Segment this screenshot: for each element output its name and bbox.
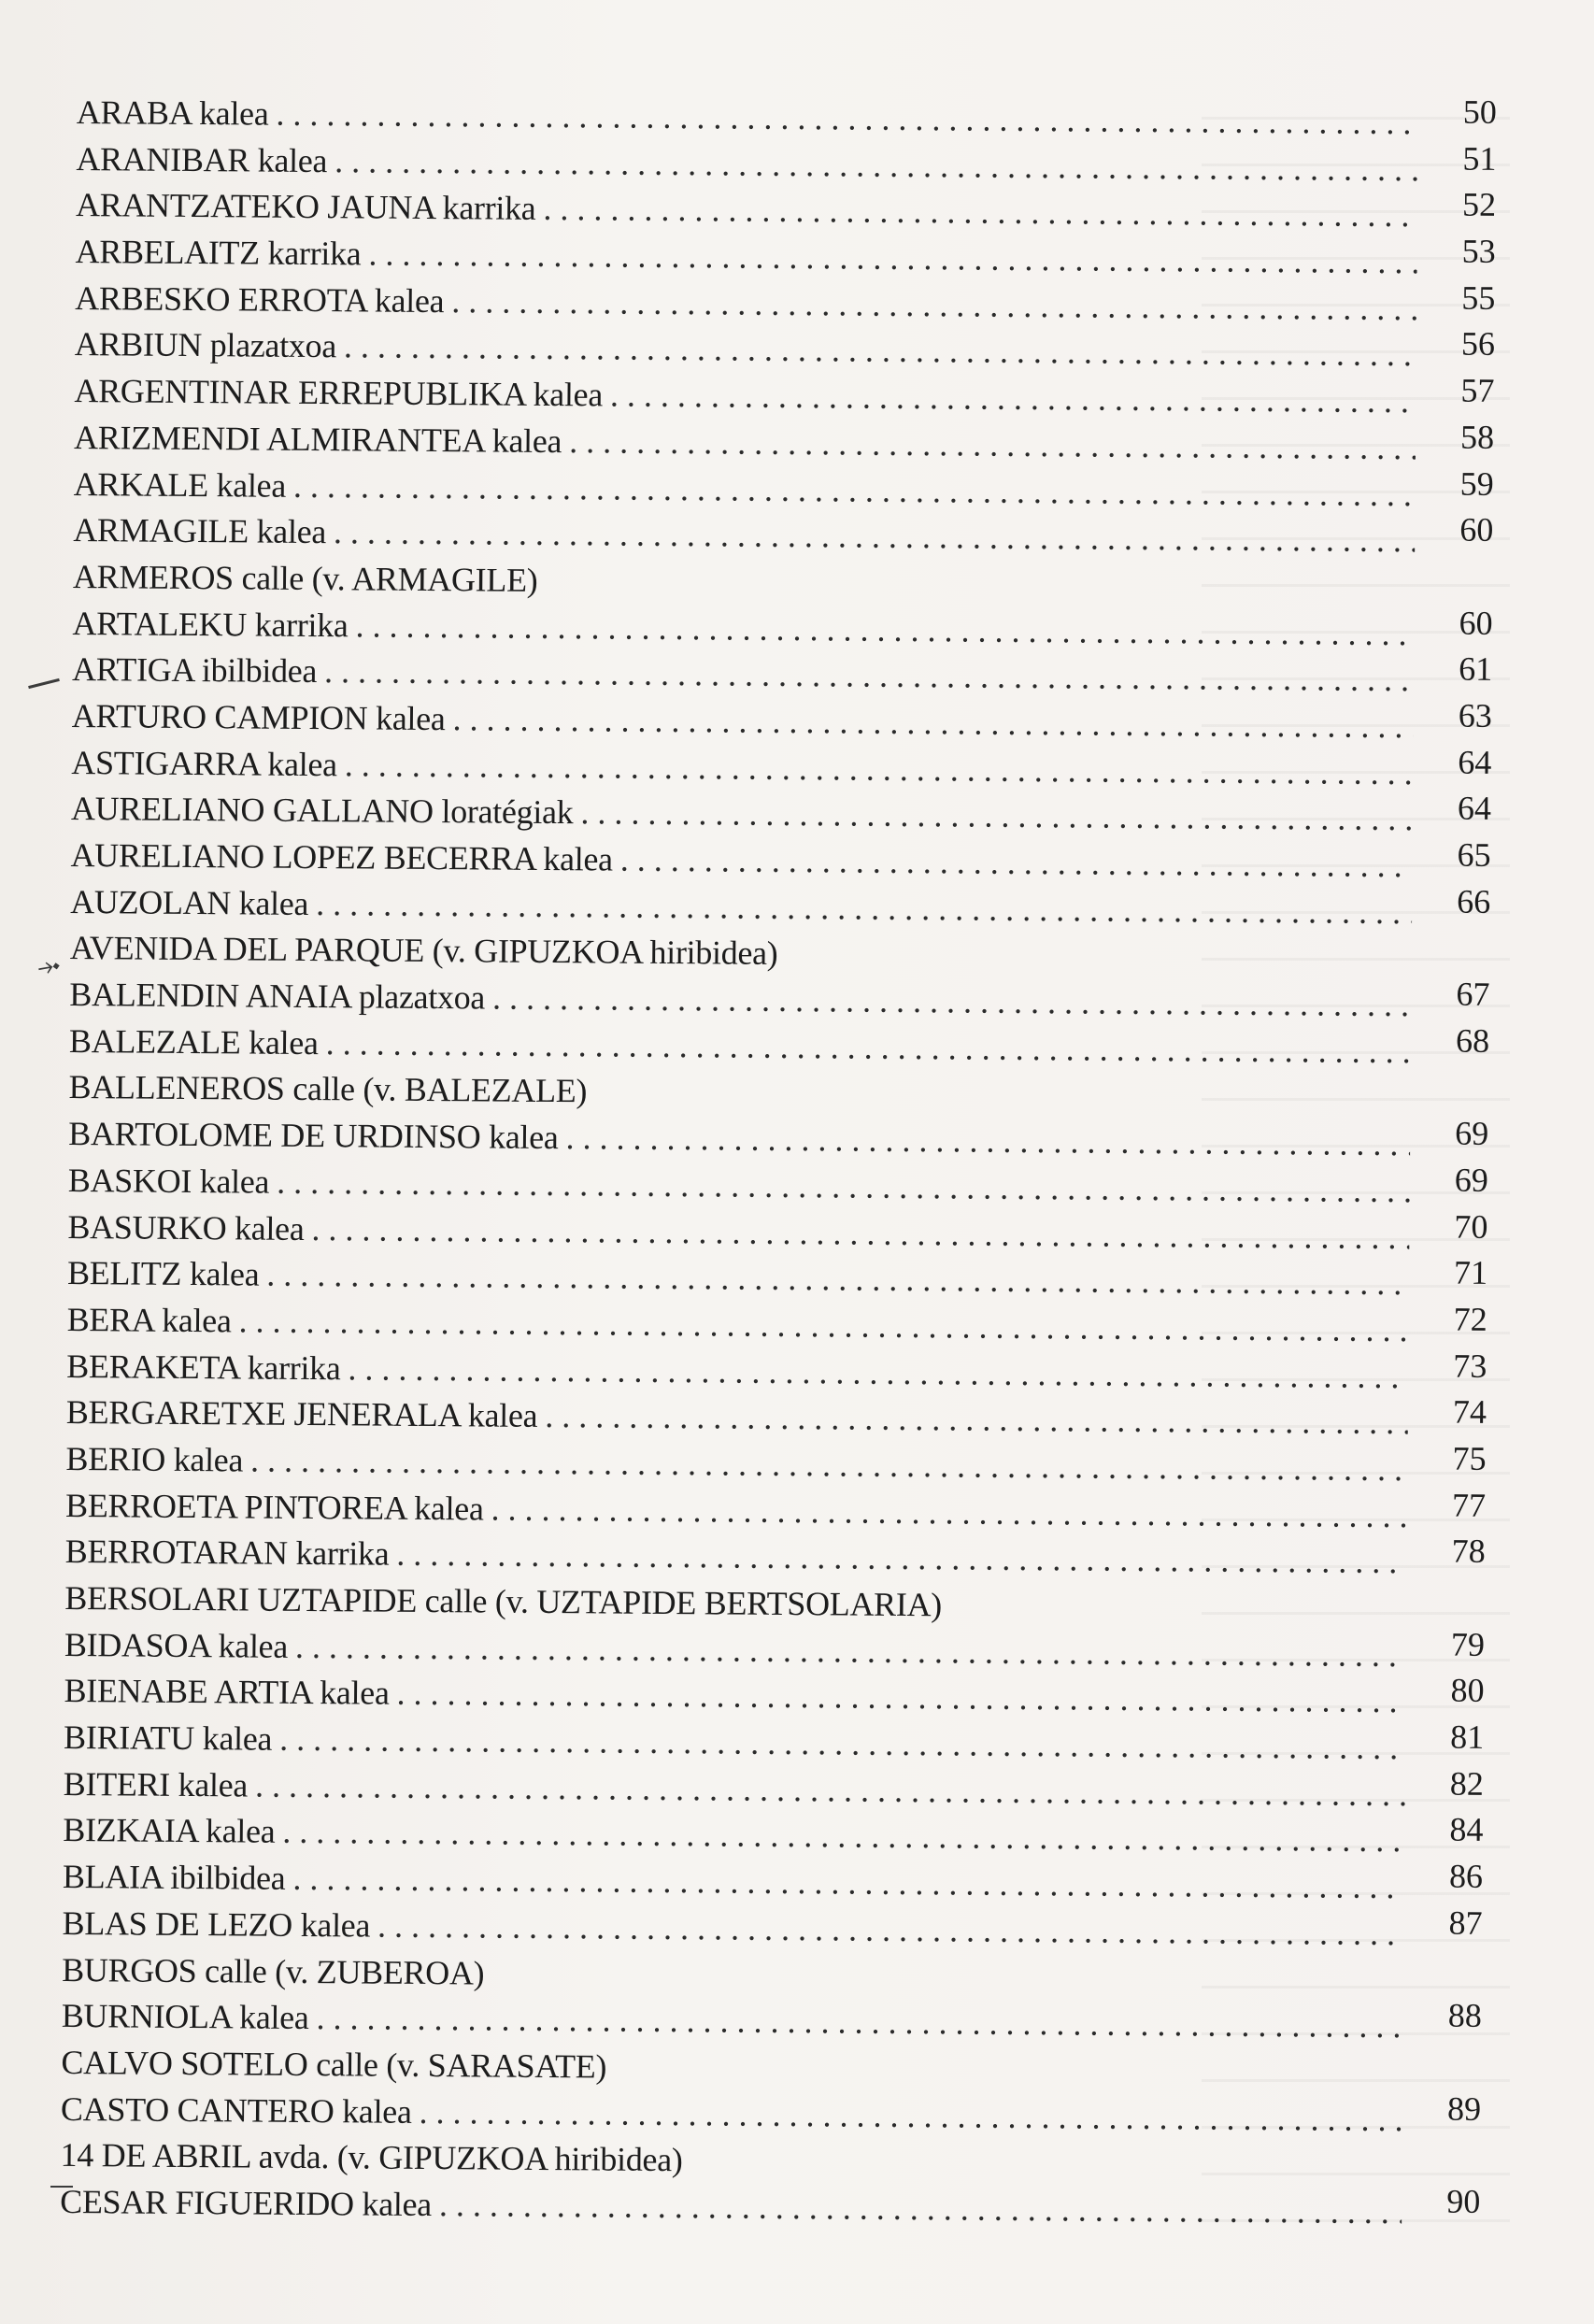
dot-leader bbox=[565, 1115, 1410, 1168]
entry-page-number: 64 bbox=[1457, 789, 1492, 828]
entry-label: BLAS DE LEZO kalea bbox=[62, 1903, 371, 1945]
entry-page-number: 51 bbox=[1462, 139, 1497, 178]
entry-page-number: 72 bbox=[1453, 1300, 1487, 1338]
entry-page-number: 58 bbox=[1459, 418, 1495, 456]
entry-label: BERA kalea bbox=[66, 1300, 232, 1340]
entry-page-number: 74 bbox=[1452, 1392, 1487, 1432]
entry-label: ARMAGILE kalea bbox=[73, 511, 327, 551]
entry-label: BERSOLARI UZTAPIDE calle (v. UZTAPIDE BERTSOLARIA) bbox=[64, 1578, 943, 1624]
dot-leader bbox=[334, 138, 1418, 193]
entry-label: BALLENEROS calle (v. BALEZALE) bbox=[68, 1068, 588, 1110]
entry-page-number: 81 bbox=[1450, 1718, 1485, 1756]
entry-label: BIRIATU kalea bbox=[63, 1718, 273, 1758]
entry-label: BERROETA PINTOREA kalea bbox=[64, 1486, 484, 1528]
dot-leader bbox=[377, 1903, 1404, 1957]
entry-page-number: 59 bbox=[1459, 464, 1494, 503]
entry-page-number: 86 bbox=[1448, 1857, 1484, 1896]
dot-leader bbox=[610, 373, 1416, 425]
index-entry bbox=[60, 2179, 1480, 2237]
entry-label: BASKOI kalea bbox=[67, 1161, 270, 1201]
entry-page-number: 80 bbox=[1450, 1671, 1485, 1710]
dot-leader bbox=[345, 742, 1414, 797]
entry-label: BARTOLOME DE URDINSO kalea bbox=[68, 1115, 559, 1157]
entry-label: BIZKAIA kalea bbox=[63, 1811, 276, 1851]
entry-label: BERROTARAN karrika bbox=[64, 1533, 390, 1573]
dot-leader bbox=[492, 976, 1412, 1029]
entry-label: CALVO SOTELO calle (v. SARASATE) bbox=[61, 2043, 607, 2086]
dot-leader bbox=[620, 837, 1413, 890]
entry-label: ARANTZATEKO JAUNA karrika bbox=[75, 186, 536, 228]
entry-label: CESAR FIGUERIDO kalea bbox=[60, 2182, 433, 2223]
entry-page-number: 68 bbox=[1455, 1021, 1490, 1060]
entry-page-number: 64 bbox=[1458, 743, 1492, 781]
dot-leader bbox=[569, 419, 1416, 472]
entry-page-number: 88 bbox=[1447, 1996, 1483, 2035]
dot-leader bbox=[334, 509, 1416, 564]
dot-leader bbox=[419, 2089, 1402, 2144]
dot-leader bbox=[439, 2182, 1402, 2236]
entry-label: BIENABE ARTIA kalea bbox=[64, 1672, 390, 1713]
entry-label: BERAKETA karrika bbox=[66, 1347, 341, 1387]
entry-page-number: 73 bbox=[1453, 1347, 1487, 1385]
entry-page-number: 78 bbox=[1451, 1532, 1486, 1571]
entry-page-number: 65 bbox=[1457, 835, 1491, 874]
street-index-list bbox=[60, 90, 1497, 2236]
entry-label: BITERI kalea bbox=[63, 1764, 249, 1804]
dot-leader bbox=[316, 1995, 1403, 2050]
dot-leader bbox=[543, 186, 1417, 239]
entry-label: BELITZ kalea bbox=[66, 1254, 260, 1293]
entry-page-number: 70 bbox=[1454, 1207, 1488, 1246]
entry-label: BURNIOLA kalea bbox=[61, 1997, 309, 2037]
entry-page-number: 82 bbox=[1449, 1764, 1484, 1803]
pencil-dash-mark bbox=[28, 678, 60, 689]
entry-label: 14 DE ABRIL avda. (v. GIPUZKOA hiribidea) bbox=[60, 2136, 683, 2179]
entry-page-number: 66 bbox=[1457, 882, 1491, 920]
entry-label: BALEZALE kalea bbox=[68, 1021, 319, 1062]
entry-label: ARBESKO ERROTA kalea bbox=[75, 278, 445, 320]
entry-label: ARTALEKU karrika bbox=[72, 604, 349, 644]
entry-label: ARGENTINAR ERREPUBLIKA kalea bbox=[74, 372, 604, 414]
dot-leader bbox=[324, 649, 1414, 704]
entry-page-number: 67 bbox=[1456, 975, 1490, 1013]
entry-label: AVENIDA DEL PARQUE (v. GIPUZKOA hiribidea) bbox=[69, 929, 778, 973]
entry-label: ARBIUN plazatxoa bbox=[74, 325, 337, 365]
entry-label: ARTURO CAMPION kalea bbox=[71, 696, 446, 738]
entry-page-number: 77 bbox=[1451, 1486, 1487, 1524]
entry-label: AUZOLAN kalea bbox=[70, 882, 309, 922]
entry-label: BIDASOA kalea bbox=[64, 1625, 289, 1665]
entry-label: BLAIA ibilbidea bbox=[62, 1858, 286, 1897]
dot-leader bbox=[368, 232, 1417, 287]
pencil-arrow-mark: ⤞ bbox=[35, 948, 63, 984]
entry-page-number: 61 bbox=[1459, 649, 1493, 689]
entry-label: ARMEROS calle (v. ARMAGILE) bbox=[72, 557, 538, 599]
entry-label: ARIZMENDI ALMIRANTEA kalea bbox=[73, 418, 562, 460]
dot-leader bbox=[396, 1532, 1407, 1586]
dot-leader bbox=[491, 1486, 1407, 1539]
entry-label: ASTIGARRA kalea bbox=[71, 743, 337, 783]
dot-leader bbox=[396, 1671, 1405, 1725]
entry-page-number: 90 bbox=[1446, 2182, 1481, 2220]
dot-leader bbox=[344, 324, 1416, 379]
entry-label: AURELIANO LOPEZ BECERRA kalea bbox=[70, 835, 613, 878]
entry-page-number: 60 bbox=[1459, 604, 1493, 642]
entry-page-number: 57 bbox=[1460, 371, 1495, 410]
entry-label: BERGARETXE JENERALA kalea bbox=[65, 1393, 538, 1435]
entry-page-number: 69 bbox=[1455, 1114, 1489, 1153]
entry-page-number: 55 bbox=[1461, 278, 1496, 317]
entry-page-number: 69 bbox=[1454, 1161, 1489, 1199]
dot-leader bbox=[452, 696, 1414, 750]
entry-page-number: 89 bbox=[1446, 2089, 1482, 2128]
entry-page-number: 60 bbox=[1459, 510, 1494, 549]
entry-label: BASURKO kalea bbox=[67, 1207, 305, 1248]
entry-page-number: 52 bbox=[1461, 186, 1497, 224]
entry-label: ARANIBAR kalea bbox=[76, 139, 328, 179]
entry-label: BURGOS calle (v. ZUBEROA) bbox=[62, 1950, 485, 1991]
entry-page-number: 79 bbox=[1450, 1625, 1486, 1663]
entry-page-number: 75 bbox=[1452, 1439, 1487, 1477]
entry-page-number: 53 bbox=[1461, 232, 1496, 270]
entry-page-number: 50 bbox=[1462, 93, 1498, 131]
entry-label: BALENDIN ANAIA plazatxoa bbox=[69, 976, 486, 1017]
entry-label: ARABA kalea bbox=[76, 93, 269, 133]
entry-page-number: 63 bbox=[1458, 696, 1492, 734]
entry-page-number: 84 bbox=[1449, 1811, 1484, 1849]
dot-leader bbox=[325, 1020, 1411, 1076]
entry-label: ARKALE kalea bbox=[73, 464, 287, 505]
dot-leader bbox=[348, 1346, 1408, 1401]
entry-label: AURELIANO GALLANO loratégiak bbox=[70, 790, 574, 832]
entry-label: ARTIGA ibilbidea bbox=[71, 650, 318, 691]
entry-label: BERIO kalea bbox=[65, 1439, 244, 1479]
dot-leader bbox=[545, 1393, 1408, 1447]
entry-label: CASTO CANTERO kalea bbox=[60, 2089, 412, 2131]
dot-leader bbox=[451, 278, 1416, 333]
dot-leader bbox=[355, 603, 1414, 658]
entry-page-number: 56 bbox=[1460, 325, 1496, 364]
dot-leader bbox=[580, 791, 1413, 844]
entry-page-number: 71 bbox=[1453, 1253, 1488, 1292]
entry-label: ARBELAITZ karrika bbox=[75, 233, 362, 273]
entry-page-number: 87 bbox=[1448, 1903, 1483, 1942]
